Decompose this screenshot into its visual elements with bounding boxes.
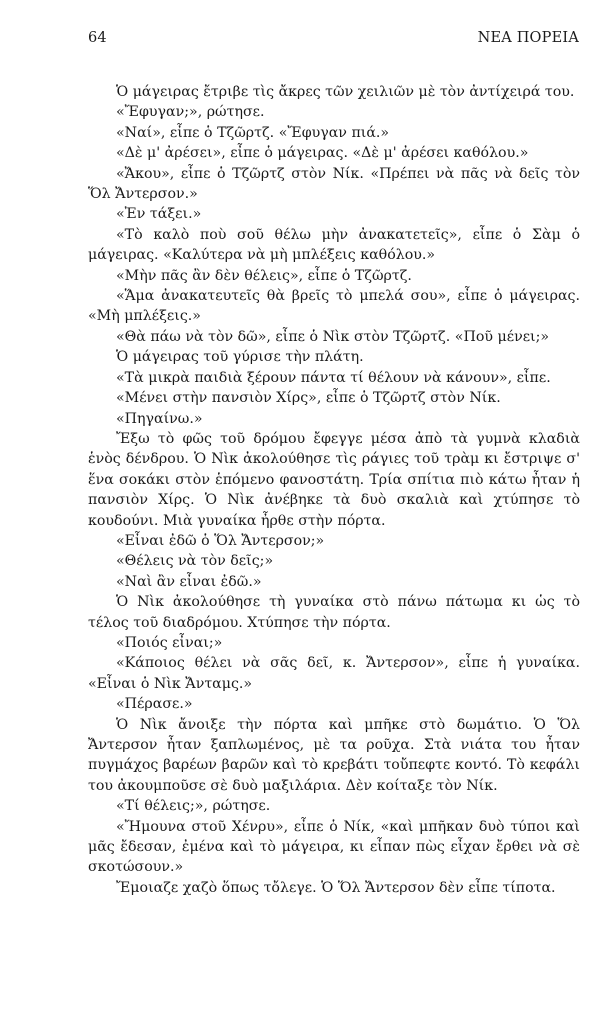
paragraph: Ὁ μάγειρας ἔτριβε τὶς ἄκρες τῶν χειλιῶν μὲ τὸν ἀντίχειρά του. bbox=[116, 84, 575, 100]
paragraph: «Τὰ μικρὰ παιδιὰ ξέρουν πάντα τί θέλουν νὰ κάνουν», εἶπε. bbox=[116, 369, 551, 386]
paragraph: «Μὴν πᾶς ἂν δὲν θέλεις», εἶπε ὁ Τζῶρτζ. bbox=[116, 267, 412, 284]
paragraph: Ἔξω τὸ φῶς τοῦ δρόμου ἔφεγγε μέσα ἀπὸ τὰ γυμνὰ κλαδιὰ ἑνὸς δένδρου. Ὁ Νὶκ ἀκολούθησε τὶς ράγιες τοῦ τρὰμ κι ἔστριψε σ' ἕνα σοκάκι στὸν ἑπόμενο φανοστάτη. Τρία σπίτια πιὸ κάτω ἦταν ἡ πανσιὸν Χίρς. Ὁ Νὶκ ἀνέβηκε τὰ δυὸ σκαλιὰ καὶ χτύπησε τὸ κουδούνι. Μιὰ γυναίκα ἦρθε στὴν πόρτα. bbox=[88, 430, 580, 529]
paragraph: Ὁ Νὶκ ἄνοιξε τὴν πόρτα καὶ μπῆκε στὸ δωμάτιο. Ὁ Ὅλ Ἄντερσον ἦταν ξαπλωμένος, μὲ τα ροῦχα. Στὰ νιάτα του ἦταν πυγμάχος βαρέων βαρῶν καὶ τὸ κρεβάτι τοὔπεφτε κοντό. Τὸ κεφάλι του ἀκουμποῦσε σὲ δυὸ μαξιλάρια. Δὲν κοίταξε τὸν Νίκ. bbox=[88, 716, 580, 794]
journal-title: ΝΕΑ ΠΟΡΕΙΑ bbox=[477, 30, 579, 46]
paragraph: Ἔμοιαζε χαζὸ ὅπως τὄλεγε. Ὁ Ὅλ Ἄντερσον δὲν εἶπε τίποτα. bbox=[116, 879, 556, 896]
paragraph: «Πηγαίνω.» bbox=[116, 410, 203, 427]
paragraph: «Κάποιος θέλει νὰ σᾶς δεῖ, κ. Ἄντερσον», εἶπε ἡ γυναίκα. «Εἶναι ὁ Νὶκ Ἄνταμς.» bbox=[88, 655, 580, 692]
page-number: 64 bbox=[88, 30, 107, 46]
paragraph: «Δὲ μ' ἀρέσει», εἶπε ὁ μάγειρας. «Δὲ μ' ἀρέσει καθόλου.» bbox=[116, 145, 529, 162]
paragraph: «Θέλεις νὰ τὸν δεῖς;» bbox=[116, 553, 274, 570]
paragraph: «Τί θέλεις;», ρώτησε. bbox=[116, 798, 271, 815]
paragraph: «Εἶναι ἐδῶ ὁ Ὅλ Ἄντερσον;» bbox=[116, 532, 325, 549]
running-head bbox=[88, 30, 579, 50]
paragraph: «Μένει στὴν πανσιὸν Χίρς», εἶπε ὁ Τζῶρτζ στὸν Νίκ. bbox=[116, 390, 501, 407]
paragraph: «Ἄκου», εἶπε ὁ Τζῶρτζ στὸν Νίκ. «Πρέπει νὰ πᾶς νὰ δεῖς τὸν Ὅλ Ἄντερσον.» bbox=[88, 165, 580, 203]
paragraph: «Ἅμα ἀνακατευτεῖς θὰ βρεῖς τὸ μπελά σου», εἶπε ὁ μάγειρας. «Μὴ μπλέξεις.» bbox=[88, 288, 580, 325]
paragraph: «Ἔφυγαν;», ρώτησε. bbox=[116, 104, 265, 121]
text-body bbox=[88, 82, 580, 898]
paragraph: «Θὰ πάω νὰ τὸν δῶ», εἶπε ὁ Νὶκ στὸν Τζῶρτζ. «Ποῦ μένει;» bbox=[116, 328, 550, 345]
paragraph: «Ἐν τάξει.» bbox=[116, 206, 202, 223]
paragraph: «Πέρασε.» bbox=[116, 696, 193, 713]
paragraph: «Ἤμουνα στοῦ Χένρυ», εἶπε ὁ Νίκ, «καὶ μπῆκαν δυὸ τύποι καὶ μᾶς ἔδεσαν, ἐμένα καὶ τὸ μάγειρα, κι εἶπαν πὼς εἶχαν ἔρθει νὰ σὲ σκοτώσουν.» bbox=[88, 818, 580, 876]
paragraph: «Ποιός εἶναι;» bbox=[116, 634, 223, 651]
paragraph: «Τὸ καλὸ ποὺ σοῦ θέλω μὴν ἀνακατετεῖς», εἶπε ὁ Σὰμ ὁ μάγειρας. «Καλύτερα νὰ μὴ μπλέξεις καθόλου.» bbox=[88, 226, 580, 264]
paragraph: Ὁ μάγειρας τοῦ γύρισε τὴν πλάτη. bbox=[116, 349, 364, 366]
paragraph: «Ναὶ ἂν εἶναι ἐδῶ.» bbox=[116, 573, 262, 590]
paragraph: «Ναί», εἶπε ὁ Τζῶρτζ. «Ἔφυγαν πιά.» bbox=[116, 124, 390, 141]
paragraph: Ὁ Νὶκ ἀκολούθησε τὴ γυναίκα στὸ πάνω πάτωμα κι ὡς τὸ τέλος τοῦ διαδρόμου. Χτύπησε τὴν πόρτα. bbox=[88, 594, 580, 631]
